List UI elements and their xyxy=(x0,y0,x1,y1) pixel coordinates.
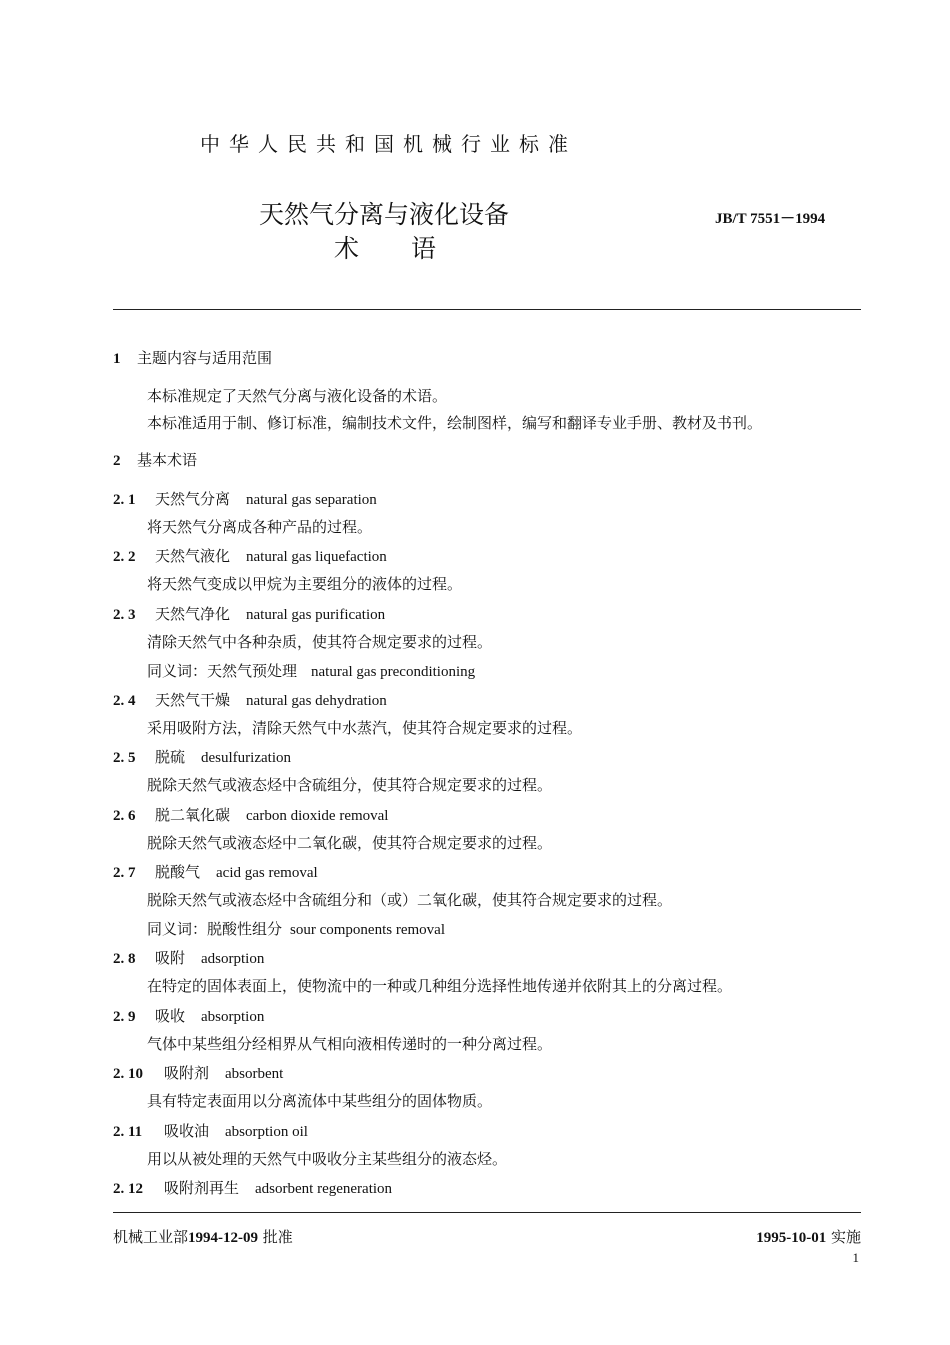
section-1-heading xyxy=(113,347,272,368)
document-title: 天然气分离与液化设备 xyxy=(259,200,510,229)
term-chinese: 天然气净化 xyxy=(155,605,231,623)
paragraph: 本标准适用于制、修订标准，编制技术文件，绘制图样，编写和翻译专业手册、教材及书刊。 xyxy=(147,414,763,432)
header-divider xyxy=(113,309,861,310)
term-number: 2. 9 xyxy=(113,1009,136,1025)
term-chinese: 天然气液化 xyxy=(155,547,231,565)
term-chinese: 吸附 xyxy=(155,949,186,967)
page-number: 1 xyxy=(852,1250,859,1265)
implementation-label: 实施 xyxy=(826,1228,861,1246)
term-number: 2. 8 xyxy=(113,951,136,967)
term-english: absorption oil xyxy=(225,1124,308,1140)
term-entry xyxy=(113,804,388,825)
term-entry xyxy=(113,488,377,509)
term-chinese: 脱二氧化碳 xyxy=(155,806,231,824)
term-chinese: 吸附剂再生 xyxy=(164,1179,240,1197)
term-definition: 在特定的固体表面上，使物流中的一种或几种组分选择性地传递并依附其上的分离过程。 xyxy=(147,977,733,995)
term-entry xyxy=(113,1120,308,1141)
section-2-heading xyxy=(113,449,197,470)
term-chinese: 脱酸气 xyxy=(155,863,201,881)
term-synonym xyxy=(147,660,475,681)
synonym-label: 同义词：脱酸性组分 xyxy=(147,920,283,938)
term-chinese: 脱硫 xyxy=(155,748,186,766)
approval-info xyxy=(113,1226,293,1247)
term-english: acid gas removal xyxy=(216,865,318,881)
subtitle-char-1: 术 xyxy=(334,234,360,263)
term-entry xyxy=(113,947,264,968)
term-entry xyxy=(113,603,385,624)
standard-code: JB/T 7551－1994 xyxy=(715,211,826,227)
synonym-label: 同义词：天然气预处理 xyxy=(147,662,298,680)
term-definition: 清除天然气中各种杂质，使其符合规定要求的过程。 xyxy=(147,633,493,651)
term-definition: 将天然气分离成各种产品的过程。 xyxy=(147,518,373,536)
term-definition: 气体中某些组分经相界从气相向液相传递时的一种分离过程。 xyxy=(147,1035,553,1053)
term-chinese: 吸附剂 xyxy=(164,1064,210,1082)
section-title: 基本术语 xyxy=(137,451,198,469)
term-english: natural gas separation xyxy=(246,492,377,508)
term-entry xyxy=(113,1062,283,1083)
approval-label: 批准 xyxy=(258,1228,293,1246)
implementation-info xyxy=(756,1226,861,1247)
term-synonym xyxy=(147,918,445,939)
term-number: 2. 1 xyxy=(113,492,136,508)
term-entry xyxy=(113,545,387,566)
term-number: 2. 2 xyxy=(113,549,136,565)
document-subtitle xyxy=(334,229,436,265)
term-definition: 脱除天然气或液态烃中二氧化碳，使其符合规定要求的过程。 xyxy=(147,834,553,852)
term-number: 2. 5 xyxy=(113,750,136,766)
term-english: absorbent xyxy=(225,1066,284,1082)
term-english: natural gas liquefaction xyxy=(246,549,387,565)
standard-org-heading: 中华人民共和国机械行业标准 xyxy=(200,132,577,156)
term-english: carbon dioxide removal xyxy=(246,808,389,824)
term-definition: 采用吸附方法，清除天然气中水蒸汽，使其符合规定要求的过程。 xyxy=(147,719,583,737)
synonym-english: natural gas preconditioning xyxy=(311,664,476,680)
subtitle-char-2: 语 xyxy=(411,234,437,263)
term-number: 2. 6 xyxy=(113,808,136,824)
term-definition: 将天然气变成以甲烷为主要组分的液体的过程。 xyxy=(147,575,463,593)
paragraph: 本标准规定了天然气分离与液化设备的术语。 xyxy=(147,387,448,405)
term-english: desulfurization xyxy=(201,750,291,766)
term-english: natural gas purification xyxy=(246,607,386,623)
term-definition: 具有特定表面用以分离流体中某些组分的固体物质。 xyxy=(147,1092,493,1110)
term-number: 2. 3 xyxy=(113,607,136,623)
term-number: 2. 4 xyxy=(113,693,136,709)
term-entry xyxy=(113,861,318,882)
term-number: 2. 12 xyxy=(113,1181,143,1197)
section-number: 1 xyxy=(113,351,121,367)
approval-date: 1994-12-09 xyxy=(188,1230,259,1246)
term-entry xyxy=(113,746,291,767)
synonym-english: sour components removal xyxy=(290,922,445,938)
term-english: adsorbent regeneration xyxy=(255,1181,393,1197)
approval-org: 机械工业部 xyxy=(113,1228,189,1246)
term-number: 2. 7 xyxy=(113,865,136,881)
implementation-date: 1995-10-01 xyxy=(756,1230,827,1246)
term-number: 2. 11 xyxy=(113,1124,143,1140)
term-definition: 脱除天然气或液态烃中含硫组分，使其符合规定要求的过程。 xyxy=(147,776,553,794)
footer-divider xyxy=(113,1212,861,1213)
section-number: 2 xyxy=(113,453,121,469)
term-definition: 脱除天然气或液态烃中含硫组分和（或）二氧化碳，使其符合规定要求的过程。 xyxy=(147,891,673,909)
term-english: absorption xyxy=(201,1009,265,1025)
term-english: natural gas dehydration xyxy=(246,693,387,709)
term-entry xyxy=(113,1005,264,1026)
term-entry xyxy=(113,689,387,710)
term-number: 2. 10 xyxy=(113,1066,143,1082)
term-chinese: 天然气干燥 xyxy=(155,691,231,709)
term-definition: 用以从被处理的天然气中吸收分主某些组分的液态烃。 xyxy=(147,1150,508,1168)
term-chinese: 吸收 xyxy=(155,1007,186,1025)
section-title: 主题内容与适用范围 xyxy=(137,349,273,367)
term-english: adsorption xyxy=(201,951,265,967)
term-entry xyxy=(113,1177,392,1198)
term-chinese: 天然气分离 xyxy=(155,490,231,508)
term-chinese: 吸收油 xyxy=(164,1122,210,1140)
